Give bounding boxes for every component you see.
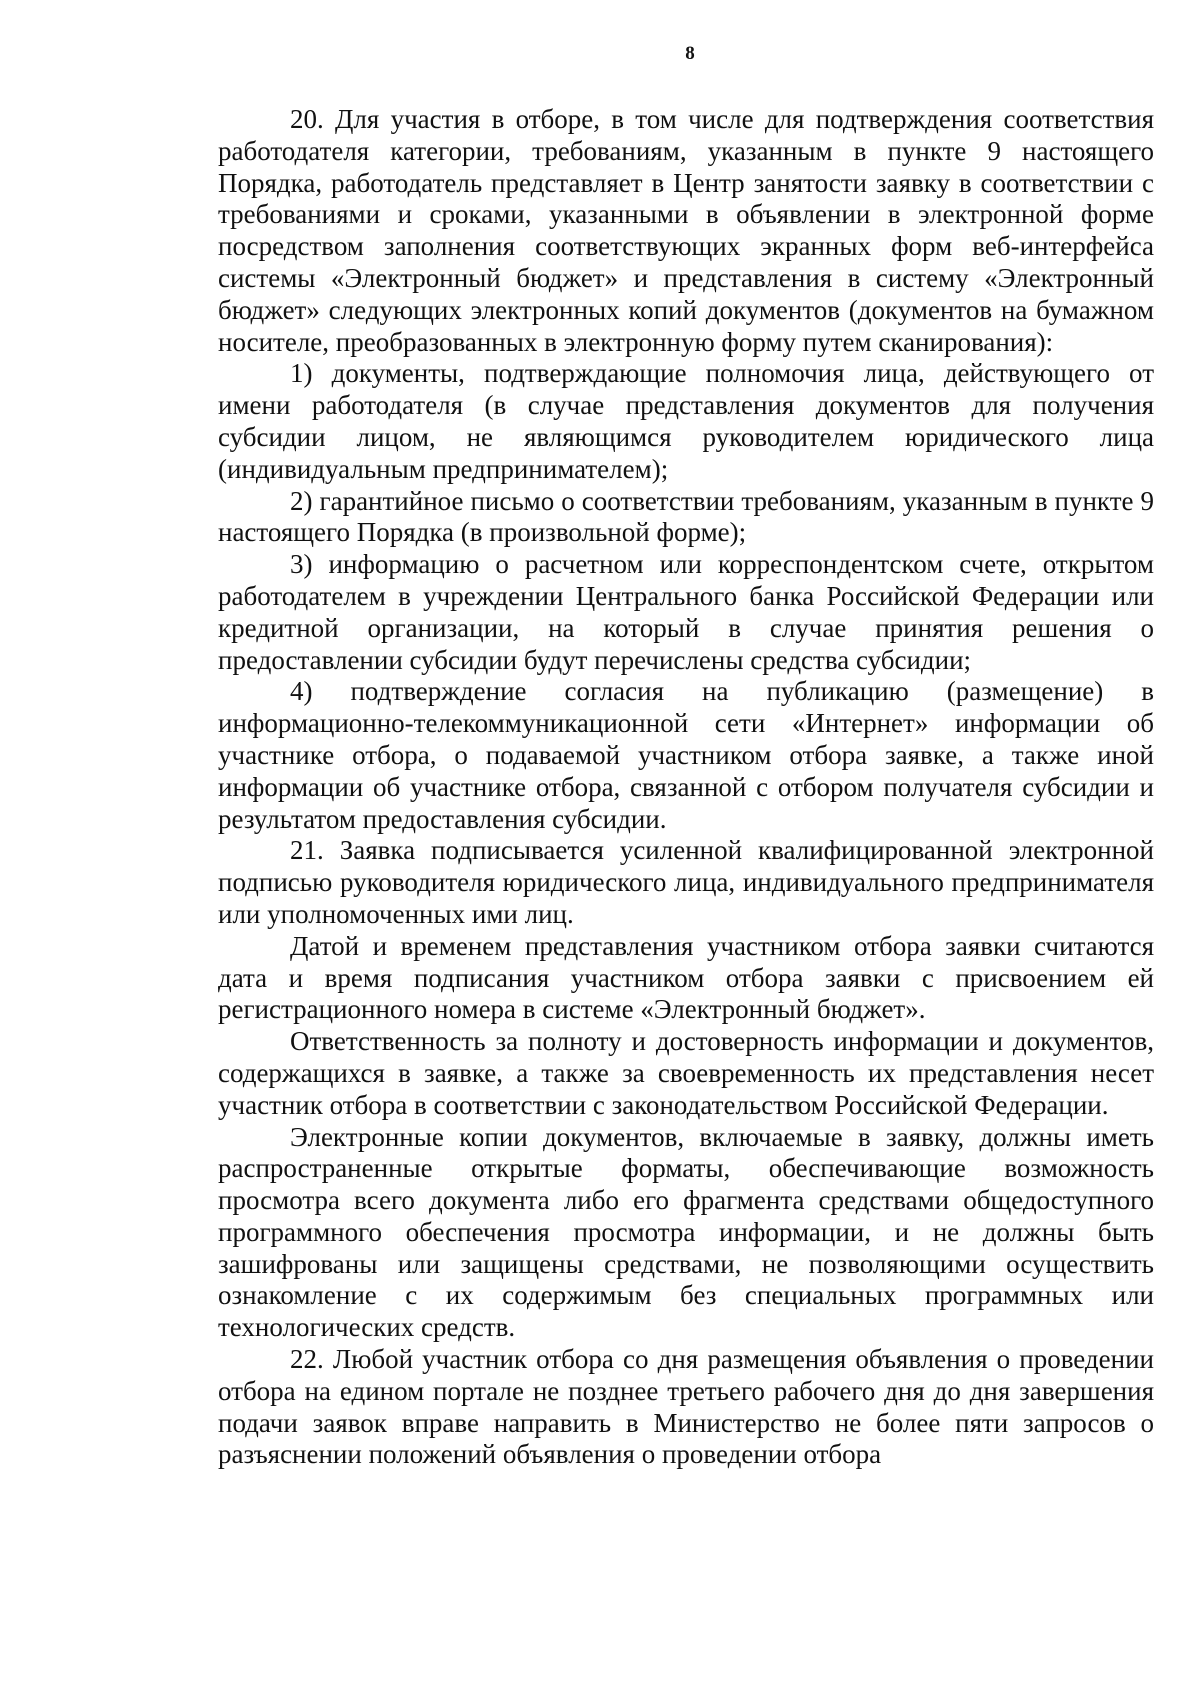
paragraph-20-item-2: 2) гарантийное письмо о соответствии требованиям, указанным в пункте 9 настоящего Порядка (в произвольной форме); xyxy=(218,485,1154,548)
paragraph-21-responsibility: Ответственность за полноту и достоверность информации и документов, содержащихся в заявке, а также за своевременность их представления несет участник отбора в соответствии с законодательством Российской Федерации. xyxy=(218,1026,1154,1120)
paragraph-20-item-3: 3) информацию о расчетном или корреспондентском счете, открытом работодателем в учреждении Центрального банка Российской Федерации или кредитной организации, на который в случае принятия решения о предоставлении субсидии будут перечислены средства субсидии; xyxy=(218,549,1154,675)
paragraph-21-electronic-copies: Электронные копии документов, включаемые в заявку, должны иметь распространенные открытые форматы, обеспечивающие возможность просмотра всего документа либо его фрагмента средствами общедоступного программного обеспечения просмотра информации, и не должны быть зашифрованы или защищены средствами, не позволяющими осуществить ознакомление с их содержимым без специальных программных или технологических средств. xyxy=(218,1121,1154,1343)
paragraph-20-item-4: 4) подтверждение согласия на публикацию (размещение) в информационно-телекоммуникационной сети «Интернет» информации об участнике отбора, о подаваемой участником отбора заявке, а также иной информации об участнике отбора, связанной с отбором получателя субсидии и результатом предоставления субсидии. xyxy=(218,676,1154,834)
paragraph-21-date-time: Датой и временем представления участником отбора заявки считаются дата и время подписания участником отбора заявки с присвоением ей регистрационного номера в системе «Электронный бюджет». xyxy=(218,930,1154,1025)
paragraph-20: 20. Для участия в отборе, в том числе для подтверждения соответствия работодателя категории, требованиям, указанным в пункте 9 настоящего Порядка, работодатель представляет в Центр занятости заявку в соответствии с требованиями и сроками, указанными в объявлении в электронной форме посредством заполнения соответствующих экранных форм веб-интерфейса системы «Электронный бюджет» и представления в систему «Электронный бюджет» следующих электронных копий документов (документов на бумажном носителе, преобразованных в электронную форму путем сканирования): xyxy=(218,104,1154,357)
document-body xyxy=(218,104,1154,1471)
paragraph-22: 22. Любой участник отбора со дня размещения объявления о проведении отбора на едином портале не позднее третьего рабочего дня до дня завершения подачи заявок вправе направить в Министерство не более пяти запросов о разъяснении положений объявления о проведении отбора xyxy=(218,1344,1154,1470)
paragraph-20-item-1: 1) документы, подтверждающие полномочия лица, действующего от имени работодателя (в случае представления документов для получения субсидии лицом, не являющимся руководителем юридического лица (индивидуальным предпринимателем); xyxy=(218,358,1154,484)
page-number: 8 xyxy=(685,43,695,64)
paragraph-21: 21. Заявка подписывается усиленной квалифицированной электронной подписью руководителя юридического лица, индивидуального предпринимателя или уполномоченных ими лиц. xyxy=(218,835,1154,929)
